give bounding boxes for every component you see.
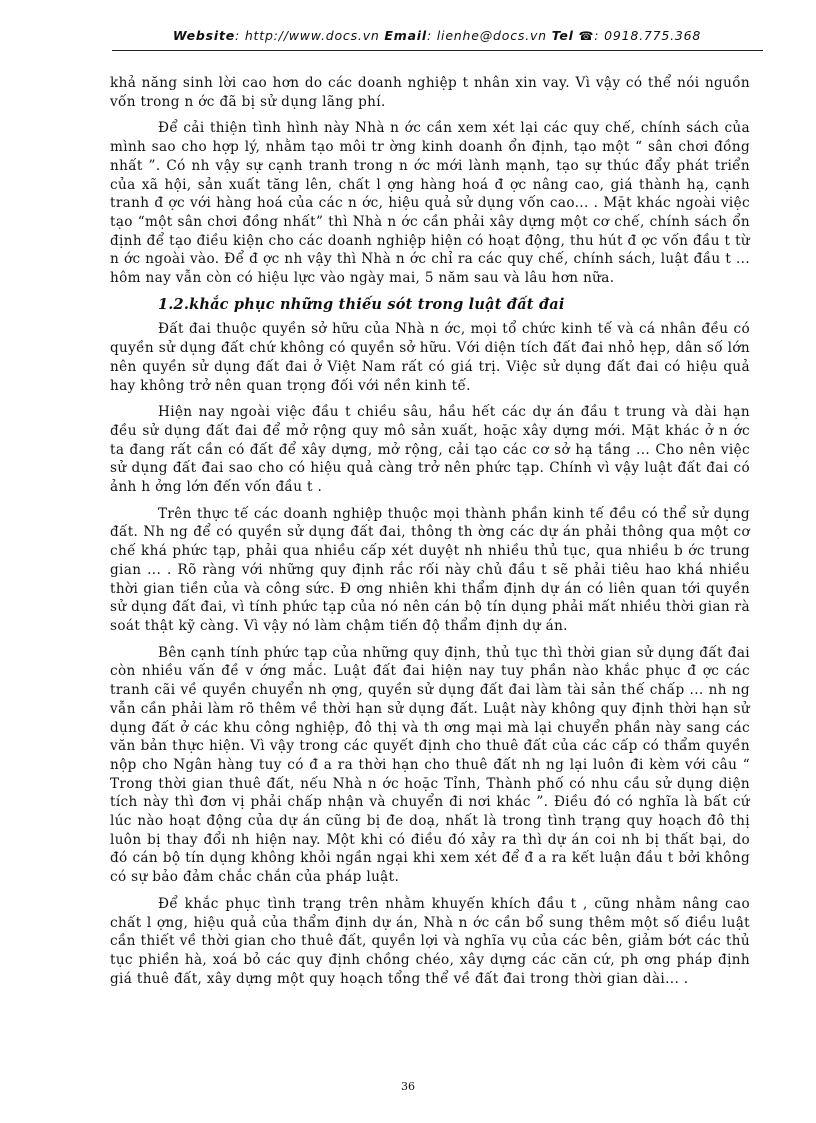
email-label: Email xyxy=(384,28,427,43)
page-header xyxy=(112,28,762,43)
website-value: : http://www.docs.vn xyxy=(235,28,380,43)
paragraph-1: khả năng sinh lời cao hơn do các doanh nghiệp t nhân xin vay. Vì vậy có thể nói nguồn vốn trong n ớc đã bị sử dụng lãng phí. xyxy=(110,75,750,110)
website-label: Website xyxy=(172,28,236,43)
section-heading: 1.2.khắc phục những thiếu sót trong luật đất đai xyxy=(158,295,565,313)
header-divider xyxy=(112,50,763,51)
email-value: : lienhe@docs.vn xyxy=(426,28,547,43)
paragraph-7: Để khắc phục tình trạng trên nhằm khuyến khích đầu t , cũng nhằm nâng cao chất l ợng, hiệu quả của thẩm định dự án, Nhà n ớc cần bổ sung thêm một số điều luật cần thiết về thời gian cho thuê đất, quyền lợi và nghĩa vụ của các bên, giảm bớt các thủ tục phiền hà, xoá bỏ các quy định chồng chéo, xây dựng các căn cứ, ph ơng pháp định giá thuê đất, xây dựng một quy hoạch tổng thể về đất đai trong thời gian dài... . xyxy=(110,895,750,987)
document-body xyxy=(110,74,750,996)
telephone-icon: ☎ xyxy=(578,29,595,43)
paragraph-3: Đất đai thuộc quyền sở hữu của Nhà n ớc, mọi tổ chức kinh tế và cá nhân đều có quyền sử dụng đất chứ không có quyền sở hữu. Với diện tích đất đai nhỏ hẹp, dân số lớn nên quyền sử dụng đất đai ở Việt Nam rất có giá trị. Việc sử dụng đất đai có hiệu quả hay không trở nên quan trọng đối với nền kinh tế. xyxy=(110,321,750,394)
tel-value: : 0918.775.368 xyxy=(594,28,702,43)
tel-label: Tel xyxy=(551,28,574,43)
page-number: 36 xyxy=(401,1080,415,1093)
paragraph-5: Trên thực tế các doanh nghiệp thuộc mọi thành phần kinh tế đều có thể sử dụng đất. Nh ng để có quyền sử dụng đất đai, thông th ờng các dự án phải thông qua một cơ chế khá phức tạp, phải qua nhiều cấp xét duyệt nh nhiều thủ tục, qua nhiều b ớc trung gian ... . Rõ ràng với những quy định rắc rối này chủ đầu t sẽ phải tiêu hao khá nhiều thời gian tiền của và công sức. Đ ơng nhiên khi thẩm định dự án có liên quan tới quyền sử dụng đất đai, vì tính phức tạp của nó nên cán bộ tín dụng phải mất nhiều thời gian rà soát thật kỹ càng. Vì vậy nó làm chậm tiến độ thẩm định dự án. xyxy=(110,505,750,634)
paragraph-6: Bên cạnh tính phức tạp của những quy định, thủ tục thì thời gian sử dụng đất đai còn nhiều vấn đề v ớng mắc. Luật đất đai hiện nay tuy phần nào khắc phục đ ợc các tranh cãi về quyền chuyển nh ợng, quyền sử dụng đất đai làm tài sản thế chấp ... nh ng vẫn cần phải làm rõ thêm về thời hạn sử dụng đất. Luật này không quy định thời hạn sử dụng đất ở các khu công nghiệp, đô thị và th ơng mại mà lại chuyển phần này sang các văn bản thực hiện. Vì vậy trong các quyết định cho thuê đất của các cấp có thẩm quyền nộp cho Ngân hàng tuy có đ a ra thời hạn cho thuê đất nh ng lại luôn đi kèm với câu “ Trong thời gian thuê đất, nếu Nhà n ớc hoặc Tỉnh, Thành phố có nhu cầu sử dụng diện tích này thì đơn vị phải chấp nhận và chuyển đi nơi khác ”. Điều đó có nghĩa là bất cứ lúc nào hoạt động của dự án cũng bị đe doạ, nhất là trong tình trạng quy hoạch đô thị luôn bị thay đổi nh hiện nay. Một khi có điều đó xảy ra thì dự án coi nh bị thất bại, do đó cán bộ tín dụng không khỏi ngần ngại khi xem xét để đ a ra kết luận đầu t bởi không có sự bảo đảm chắc chắn của pháp luật. xyxy=(110,644,750,886)
paragraph-2: Để cải thiện tình hình này Nhà n ớc cần xem xét lại các quy chế, chính sách của mình sao cho hợp lý, nhằm tạo môi tr ờng kinh doanh ổn định, tạo một “ sân chơi đồng nhất ”. Có nh vậy sự cạnh tranh trong n ớc mới lành mạnh, tạo sự thúc đẩy phát triển của xã hội, sản xuất tăng lên, chất l ợng hàng hoá đ ợc nâng cao, giá thành hạ, cạnh tranh đ ợc với hàng hoá của các n ớc, hiệu quả sử dụng vốn cao... . Mặt khác ngoài việc tạo “một sân chơi đồng nhất” thì Nhà n ớc cần phải xây dựng một cơ chế, chính sách ổn định để tạo điều kiện cho các doanh nghiệp hiện có hoạt động, thu hút đ ợc vốn đầu t từ n ớc ngoài vào. Để đ ợc nh vậy thì Nhà n ớc chỉ ra các quy chế, chính sách, luật đầu t ... hôm nay vẫn còn có hiệu lực vào ngày mai, 5 năm sau và lâu hơn nữa. xyxy=(110,120,750,287)
paragraph-4: Hiện nay ngoài việc đầu t chiều sâu, hầu hết các dự án đầu t trung và dài hạn đều sử dụng đất đai để mở rộng quy mô sản xuất, hoặc xây dựng mới. Mặt khác ở n ớc ta đang rất cần có đất để xây dựng, mở rộng, cải tạo các cơ sở hạ tầng ... Cho nên việc sử dụng đất đai sao cho có hiệu quả càng trở nên phức tạp. Chính vì vậy luật đất đai có ảnh h ởng lớn đến vốn đầu t . xyxy=(110,404,750,496)
